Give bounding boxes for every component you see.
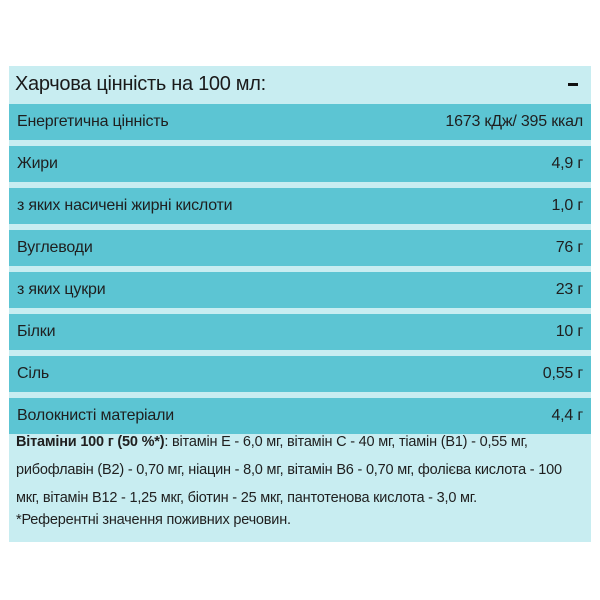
nutrition-row-energy — [9, 104, 591, 140]
nutrient-label: Волокнисті матеріали — [17, 407, 174, 424]
nutrient-label: Сіль — [17, 365, 49, 382]
nutrient-label: з яких цукри — [17, 281, 106, 298]
nutrition-table — [9, 104, 591, 440]
nutrition-row-salt — [9, 356, 591, 392]
nutrition-row-carbohydrates — [9, 230, 591, 266]
vitamins-paragraph — [16, 428, 586, 512]
footnote: *Референтні значення поживних речовин. — [16, 512, 291, 528]
nutrient-label: Енергетична цінність — [17, 113, 169, 130]
nutrition-row-protein — [9, 314, 591, 350]
nutrient-value: 1,0 г — [551, 197, 583, 214]
nutrition-row-sugars — [9, 272, 591, 308]
nutrient-value: 4,9 г — [551, 155, 583, 172]
minus-icon — [568, 83, 578, 86]
nutrition-row-fat — [9, 146, 591, 182]
nutrient-value: 4,4 г — [551, 407, 583, 424]
nutrient-value: 1673 кДж/ 395 ккал — [445, 113, 583, 130]
nutrition-panel — [9, 66, 591, 542]
nutrient-label: Білки — [17, 323, 56, 340]
vitamins-text: : вітамін Е - 6,0 мг, вітамін С - 40 мг, тіамін (В1) - 0,55 мг, рибофлавін (В2) - 0,70 мг, ніацин - 8,0 мг, вітамін В6 - 0,70 мг, фолієва кислота - 100 мкг, вітамін В12 - 1,25 мкг, біотин - 25 мкг, пантотенова кислота - 3,0 мг. — [16, 434, 562, 506]
vitamins-heading: Вітаміни 100 г (50 %*) — [16, 434, 165, 450]
nutrient-value: 0,55 г — [542, 365, 583, 382]
nutrient-label: Жири — [17, 155, 58, 172]
nutrition-title: Харчова цінність на 100 мл: — [15, 72, 266, 95]
nutrition-header[interactable] — [9, 66, 591, 102]
collapse-button[interactable] — [563, 74, 583, 94]
nutrient-value: 23 г — [555, 281, 583, 298]
nutrient-value: 10 г — [555, 323, 583, 340]
nutrient-value: 76 г — [555, 239, 583, 256]
nutrient-label: з яких насичені жирні кислоти — [17, 197, 233, 214]
nutrition-row-saturated-fat — [9, 188, 591, 224]
nutrient-label: Вуглеводи — [17, 239, 93, 256]
